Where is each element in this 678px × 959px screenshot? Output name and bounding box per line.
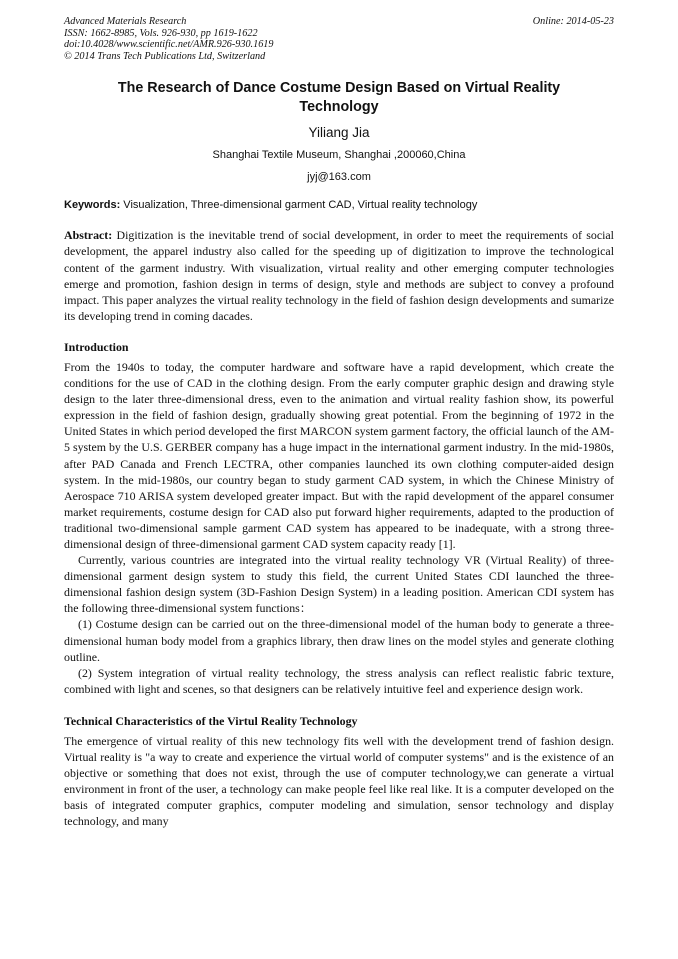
title-line-2: Technology [299, 99, 379, 116]
online-date: Online: 2014-05-23 [532, 16, 614, 27]
introduction-paragraph-1: From the 1940s to today, the computer hardware and software have a rapid development, which create the conditions for the use of CAD in the clothing design. From the early computer graphic design and drawing style design to the later three-dimensional dress, even to the animation and virtual reality fashion show, its powerful expression in the field of fashion design, gradually showing great potential. From the beginning of 1972 in the United States in which period developed the first MARCON system garment factory, the official launch of the AM-5 system by the U.S. GERBER company has a huge impact in the international garment industry. In the mid-1980s, after PAD Canada and French LECTRA, other companies launched its own clothing computer-aided design system. In the mid-1980s, our country began to study garment CAD system, in which the Chinese Ministry of Aerospace 710 ARISA system developed greater impact. But with the rapid development of the apparel consumer market requirements, costume design for CAD also put forward higher requirements, adapted to the production of traditional two-dimensional sample garment CAD system has appeared to be inadequate, with a strong three-dimensional design of three-dimensional garment CAD system capacity ready [1]. [64, 359, 614, 551]
journal-header [64, 16, 614, 62]
issn-line: ISSN: 1662-8985, Vols. 926-930, pp 1619-1622 [64, 27, 258, 39]
author-affiliation: Shanghai Textile Museum, Shanghai ,200060,China [212, 149, 466, 162]
title-line-1: The Research of Dance Costume Design Based on Virtual Reality [117, 80, 561, 97]
introduction-heading: Introduction [64, 339, 129, 354]
author-email: jyj@163.com [307, 171, 371, 184]
copyright-line: © 2014 Trans Tech Publications Ltd, Switzerland [64, 50, 266, 62]
paper-title [64, 79, 614, 117]
abstract-text: Digitization is the inevitable trend of social development, in order to meet the requirements of social development, the apparel industry also called for the speeding up of digitization to improve the technological content of the garment industry. With visualization, virtual reality and other emerging computer technologies emerge and promotion, fashion design in terms of design, style and methods are subject to convey a profound impact. This paper analyzes the virtual reality technology in the field of fashion design developments and sumarize its developing trend in coming dacades. [64, 228, 614, 323]
introduction-paragraph-2: Currently, various countries are integrated into the virtual reality technology VR (Virtual Reality) of three-dimensional garment design system to study this field, the current United States CDI launched the three-dimensional fashion design system (3D-Fashion Design System) in a leading position. American CDI system has the following three-dimensional system functions： [64, 553, 614, 616]
journal-name: Advanced Materials Research [64, 16, 187, 27]
author-name: Yiliang Jia [308, 125, 370, 141]
abstract [64, 227, 614, 324]
technical-paragraph-1: The emergence of virtual reality of this new technology fits well with the development trend of fashion design. Virtual reality is "a way to create and experience the virtual world of computer systems" and is the existence of an objective or something that does not exist, through the use of computer technology,we can generate a virtual environment in front of the user, a technology can make people feel like real like. It is a computer developed on the basis of integrated computer graphics, computer modeling and simulation, sensor technology and display technology, and many [64, 733, 614, 829]
technical-heading: Technical Characteristics of the Virtul Reality Technology [64, 713, 358, 728]
introduction-paragraph-4: (2) System integration of virtual reality technology, the stress analysis can reflect realistic fabric texture, combined with light and scenes, so that designers can be relatively intuitive feel and experience design work. [64, 665, 614, 696]
keywords-text: Visualization, Three-dimensional garment CAD, Virtual reality technology [120, 199, 478, 212]
introduction-paragraph-3: (1) Costume design can be carried out on the three-dimensional model of the human body to generate a three-dimensional human body model from a graphics library, then draw lines on the model styles and generate clothing outline. [64, 617, 614, 664]
keywords [64, 198, 614, 212]
keywords-label: Keywords: [64, 199, 121, 212]
doi-line: doi:10.4028/www.scientific.net/AMR.926-930.1619 [64, 39, 274, 51]
abstract-label: Abstract: [64, 228, 113, 243]
